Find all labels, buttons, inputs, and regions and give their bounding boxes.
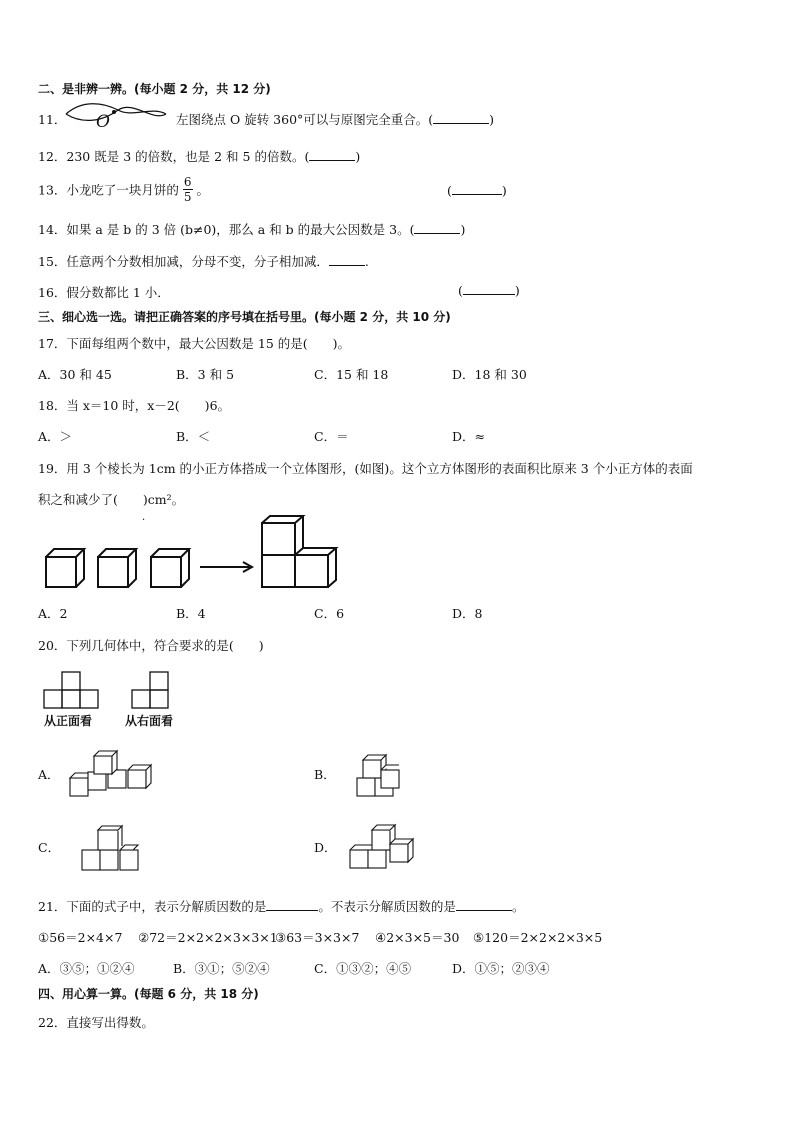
q21-option-d[interactable]: D．①⑤；②③④: [452, 961, 550, 976]
q19-option-d[interactable]: D．8: [452, 606, 483, 621]
answer-blank[interactable]: [463, 284, 515, 295]
q18-option-d[interactable]: D．≈: [452, 429, 485, 444]
cubes-figure: [40, 515, 350, 595]
solid-a: [68, 750, 158, 800]
solid-b: [355, 752, 415, 800]
q19-text-line2: 积之和减少了( )cm²。: [38, 492, 185, 507]
right-view-caption: 从右面看: [125, 714, 174, 728]
q19-option-a[interactable]: A．2: [38, 606, 68, 621]
q17-option-c[interactable]: C．15 和 18: [314, 367, 389, 382]
q20-option-b-label[interactable]: B．: [314, 767, 336, 782]
solid-d: [348, 820, 418, 874]
q20-option-d-label[interactable]: D．: [314, 840, 337, 855]
q18-text: 18．当 x＝10 时，x－2( )6。: [38, 398, 231, 413]
q21-item-4: ④2×3×5＝30: [375, 930, 460, 945]
answer-blank[interactable]: [309, 150, 355, 161]
rotation-figure: [62, 100, 172, 134]
q16-text: 16．假分数都比 1 小．: [38, 285, 170, 300]
q13-answer: ( ): [447, 183, 507, 198]
q20-option-c-label[interactable]: C．: [38, 840, 61, 855]
q21-item-5: ⑤120＝2×2×2×3×5: [473, 930, 603, 945]
answer-blank[interactable]: [433, 113, 489, 124]
solid-c: [80, 826, 144, 874]
q13-text: 13．小龙吃了一块月饼的 $\frac{6}{5}$ 。: [38, 175, 210, 204]
q17-text: 17．下面每组两个数中，最大公因数是 15 的是( )。: [38, 336, 351, 351]
q19-option-c[interactable]: C．6: [314, 606, 345, 621]
q21-item-2: ②72＝2×2×2×3×3×1: [138, 930, 278, 945]
section-4-heading: 四、用心算一算。(每题 6 分，共 18 分): [38, 987, 259, 1001]
q21-text: 21．下面的式子中，表示分解质因数的是 。不表示分解质因数的是 。: [38, 899, 525, 914]
section-3-heading: 三、细心选一选。请把正确答案的序号填在括号里。(每小题 2 分，共 10 分): [38, 310, 451, 324]
front-view-caption: 从正面看: [44, 714, 93, 728]
view-diagrams: [44, 672, 184, 712]
q11-number: 11．: [38, 112, 67, 127]
point-o-label: O: [96, 112, 110, 132]
q21-option-b[interactable]: B．③①；⑤②④: [173, 961, 270, 976]
q21-option-c[interactable]: C．①③②；④⑤: [314, 961, 412, 976]
q21-option-a[interactable]: A．③⑤；①②④: [38, 961, 135, 976]
q15-text: 15．任意两个分数相加减，分母不变，分子相加减． .: [38, 254, 369, 269]
q17-option-b[interactable]: B．3 和 5: [176, 367, 235, 382]
answer-blank-1[interactable]: [266, 900, 318, 911]
section-2-heading: 二、是非辨一辨。(每小题 2 分，共 12 分): [38, 82, 271, 96]
q14-text: 14．如果 a 是 b 的 3 倍 (b≠0)，那么 a 和 b 的最大公因数是 3。( ): [38, 222, 466, 237]
q20-option-a-label[interactable]: A．: [38, 767, 60, 782]
q17-option-a[interactable]: A．30 和 45: [38, 367, 112, 382]
answer-blank[interactable]: [329, 255, 365, 266]
answer-blank[interactable]: [452, 184, 502, 195]
q16-answer: ( ): [458, 283, 520, 298]
fraction: $\frac{6}{5}$: [183, 175, 192, 204]
answer-blank[interactable]: [414, 223, 460, 234]
q18-option-c[interactable]: C．＝: [314, 429, 349, 444]
q21-item-3: ③63＝3×3×7: [275, 930, 360, 945]
q21-item-1: ①56＝2×4×7: [38, 930, 123, 945]
q18-option-b[interactable]: B．＜: [176, 429, 211, 444]
q18-option-a[interactable]: A．＞: [38, 429, 73, 444]
q11-text: 左图绕点 O 旋转 360°可以与原图完全重合。( ): [176, 112, 495, 127]
q17-option-d[interactable]: D．18 和 30: [452, 367, 527, 382]
q20-text: 20．下列几何体中，符合要求的是( ): [38, 638, 264, 653]
q22-text: 22．直接写出得数。: [38, 1015, 154, 1030]
q19-text-line1: 19．用 3 个棱长为 1cm 的小正方体搭成一个立体图形，(如图)。这个立方体图形的表面积比原来 3 个小正方体的表面: [38, 461, 693, 476]
answer-blank-2[interactable]: [456, 900, 512, 911]
q12-text: 12．230 既是 3 的倍数，也是 2 和 5 的倍数。( ): [38, 149, 361, 164]
q19-option-b[interactable]: B．4: [176, 606, 206, 621]
